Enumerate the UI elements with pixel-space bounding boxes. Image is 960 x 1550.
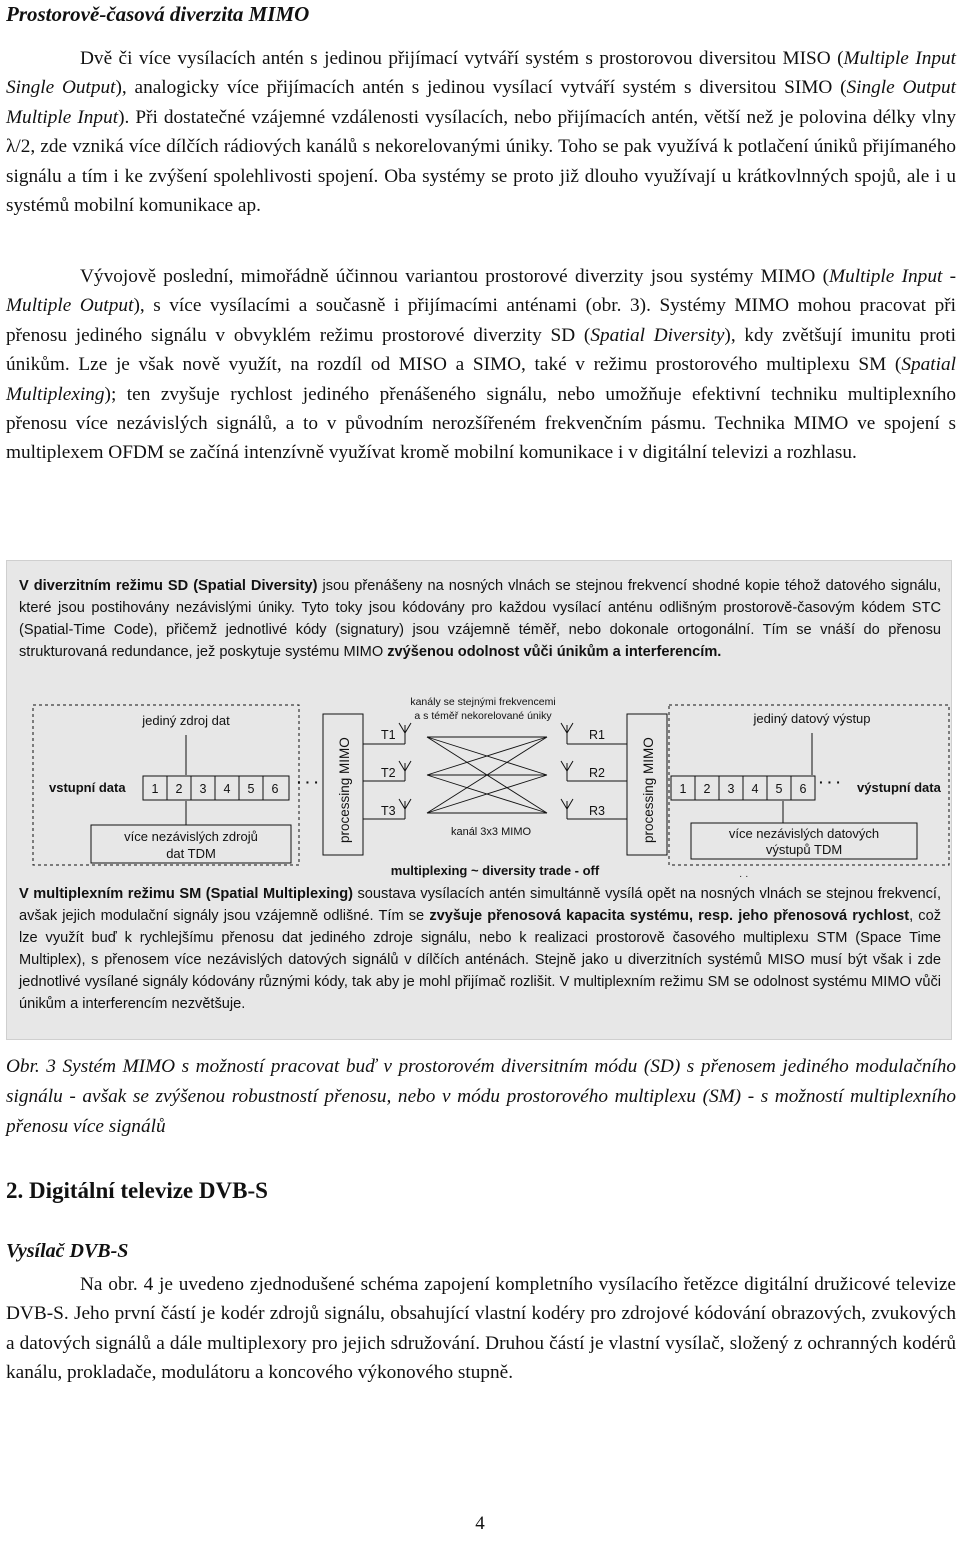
in-cell-4: 4	[223, 782, 231, 796]
mimo-diagram	[7, 697, 953, 887]
small-dots: · ·	[739, 871, 749, 882]
processing-label-left: processing MIMO	[337, 737, 352, 843]
single-source-label: jediný zdroj dat	[142, 713, 230, 728]
para2-italic-2: Spatial Diversity	[590, 324, 725, 346]
out-cell-5: 5	[775, 782, 783, 796]
paragraph-dvbs	[6, 1270, 956, 1388]
para2-text-1: Vývojově poslední, mimořádně účinnou variantou prostorové diverzity jsou systémy MIMO (	[80, 266, 830, 287]
tx-label-2: T2	[381, 766, 396, 780]
figure-text-diversity-bold-2: zvýšenou odolnost vůči únikům a interferencím.	[387, 644, 722, 660]
in-cell-3: 3	[199, 782, 207, 796]
processing-label-right: processing MIMO	[641, 737, 656, 843]
tradeoff-label: multiplexing ~ diversity trade - off	[390, 863, 600, 878]
paragraph-mimo	[6, 262, 956, 468]
figure-text-multiplexing-bold-1: V multiplexním režimu SM (Spatial Multiplexing)	[19, 886, 353, 902]
subsection-heading: Vysílač DVB-S	[6, 1240, 129, 1262]
in-cell-5: 5	[247, 782, 255, 796]
para2-italic-1: Multiple Input - Multiple Output	[6, 266, 956, 317]
para1-text-1: Dvě či více vysílacích antén s jedinou přijímací vytváří systém s prostorovou diversitou MISO (	[80, 48, 844, 69]
in-cell-6: 6	[271, 782, 279, 796]
para2-text-4: ); ten zvyšuje rychlost jediného přenášeného signálu, nebo umožňuje efektivní techniku multiplexního přenosu více nezávislých signálů, a to v původním nerozšířeném frekvenčním pásmu. Technika MIMO ve spojení s multiplexem OFDM se začíná intenzívně využívat kromě mobilní komunikace i v digitální televizi a rozhlasu.	[6, 383, 956, 464]
paragraph-miso-simo	[6, 44, 956, 220]
para1-text-2: ), analogicky více přijímacích antén s jedinou vysílací vytváří systém s diversitou SIMO (	[115, 77, 847, 99]
independent-sources-line1: více nezávislých zdrojů	[124, 829, 258, 844]
figure-text-multiplexing-bold-2: zvyšuje přenosová kapacita systému, resp. jeho přenosová rychlost	[429, 908, 910, 924]
para2-text-3: ), kdy zvětšují imunitu proti únikům. Lze je však nově využít, na rozdíl od MISO a SIMO, také v režimu prostorového multiplexu SM (	[6, 324, 956, 376]
para2-italic-3: Spatial Multiplexing	[6, 354, 956, 405]
figure-text-multiplexing-body-1: soustava vysílacích antén simultánně vysílá opět na nosných vlnách se stejnou frekvencí, avšak jejich modulační signály jsou vzájemně odlišné. Tím se	[19, 886, 941, 924]
rx-label-2: R2	[589, 766, 605, 780]
rx-label-1: R1	[589, 728, 605, 742]
para1-italic-1: Multiple Input Single Output	[6, 48, 956, 99]
section-title: Prostorově-časová diverzita MIMO	[6, 2, 310, 26]
input-data-label: vstupní data	[49, 780, 126, 795]
tx-label-3: T3	[381, 804, 396, 818]
out-cell-6: 6	[799, 782, 807, 796]
rx-label-3: R3	[589, 804, 605, 818]
para3-text: Na obr. 4 je uvedeno zjednodušené schéma zapojení kompletního vysílacího řetězce digitální družicové televize DVB-S. Jeho první částí je kodér zdrojů signálu, obsahující vlastní kodéry pro zdrojové kódování obrazových, zvukových a datových signálů a dále multiplexory pro jejich sdružování. Druhou částí je vlastní vysílač, složený z ochranných kodérů kanálu, prokladače, modulátoru a koncového výkonového stupně.	[6, 1274, 956, 1384]
tx-label-1: T1	[381, 728, 396, 742]
figure-text-multiplexing-body-2: , což lze využít buď k rychlejšímu přenosu dat jediného zdroje signálu, nebo k realizaci prostorově časového multiplexu STM (Space Time Multiplex), s přenosem více nezávislých datových signálů v dílčích anténách. Stejně jako u diverzitních systémů MISO musí být však i zde jednotlivé vysílané signály kódovány různými kódy, tak aby je mohl přijímač rozlišit. V multiplexním režimu SM se odolnost systému MIMO vůči únikům a interferencím nezvětšuje.	[19, 908, 941, 1012]
figure-mimo	[6, 560, 952, 1040]
channel-mesh	[427, 737, 547, 813]
in-dots: · · ·	[297, 774, 319, 790]
figure-text-multiplexing	[19, 883, 941, 1015]
para1-text-3: ). Při dostatečné vzájemné vzdálenosti vysílacích, nebo přijímacích antén, větší než je polovina délky vlny λ/2, zde vzniká více dílčích rádiových kanálů s nekorelovanými úniky. Toho se pak využívá k potlačení úniků přijímaného signálu a tím i ke zvýšení spolehlivosti spojení. Oba systémy se proto již dlouho využívají u krátkovlnných spojů, ale i u systémů mobilní komunikace ap.	[6, 106, 956, 217]
out-cell-2: 2	[703, 782, 711, 796]
para2-text-2: ), s více vysílacími a současně i přijímacími anténami (obr. 3). Systémy MIMO mohou pracovat při přenosu jediného signálu v obvyklém režimu prostorové diverzity SD (	[6, 295, 957, 346]
single-output-label: jediný datový výstup	[753, 711, 871, 726]
chapter-heading: 2. Digitální televize DVB-S	[6, 1178, 268, 1203]
independent-outputs-line1: více nezávislých datových	[728, 826, 880, 841]
out-dots: · · ·	[819, 774, 841, 790]
channel-label: kanál 3x3 MIMO	[450, 826, 532, 838]
para1-italic-2: Single Output Multiple Input	[6, 77, 957, 128]
channels-note-line2: a s téměř nekorelované úniky	[414, 710, 552, 722]
in-cell-1: 1	[151, 782, 159, 796]
out-cell-4: 4	[751, 782, 759, 796]
figure-text-diversity	[19, 575, 941, 663]
in-cell-2: 2	[175, 782, 183, 796]
figure-text-diversity-body: jsou přenášeny na nosných vlnách se stejnou frekvencí shodné kopie téhož datového signálu, které jsou postihovány nezávislými úniky. Tyto toky jsou kódovány pro každou vysílací anténu odlišným prostorově-časovým kódem STC (Spatial-Time Code), přičemž jednotlivé kódy (signatury) jsou vzájemně téměř, nebo dokonale ortogonální. Tím se vnáší do přenosu strukturovaná redundance, jež poskytuje systému MIMO	[19, 578, 941, 660]
independent-sources-line2: dat TDM	[166, 846, 216, 861]
independent-outputs-line2: výstupů TDM	[765, 842, 843, 857]
figure-caption: Obr. 3 Systém MIMO s možností pracovat buď v prostorovém diversitním módu (SD) s přenosem jediného modulačního signálu - avšak se zvýšenou robustností přenosu, nebo v módu prostorového multiplexu (SM) - s možností multiplexního přenosu více signálů	[6, 1056, 956, 1137]
out-cell-3: 3	[727, 782, 735, 796]
input-cells	[143, 776, 289, 800]
figure-text-diversity-bold-1: V diverzitním režimu SD (Spatial Diversity)	[19, 578, 318, 594]
output-cells	[671, 776, 815, 800]
page-number: 4	[475, 1513, 485, 1534]
output-data-label: výstupní data	[857, 780, 941, 795]
out-cell-1: 1	[679, 782, 687, 796]
channels-note-line1: kanály se stejnými frekvencemi	[410, 697, 556, 708]
